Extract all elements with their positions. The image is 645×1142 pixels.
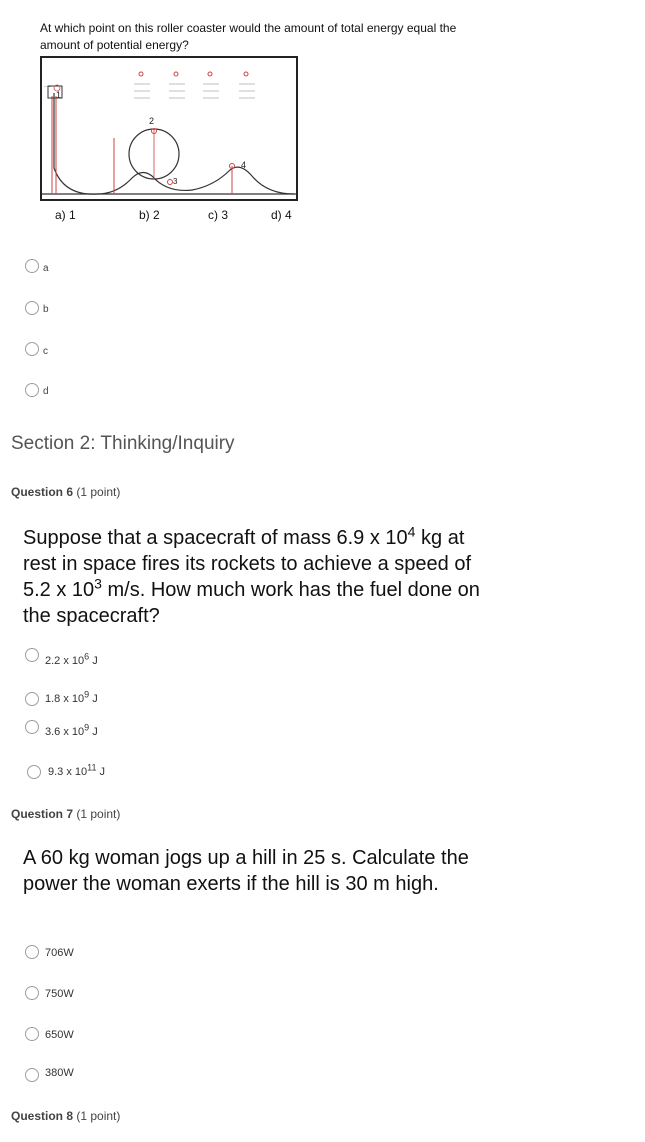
question-8-points: (1 point)	[76, 1109, 121, 1123]
q7-option-3-radio[interactable]	[25, 1027, 39, 1041]
question-7-points: (1 point)	[76, 807, 121, 821]
q7-option-1-radio[interactable]	[25, 945, 39, 959]
q5-option-b-label: b	[43, 304, 49, 315]
question-5-text: At which point on this roller coaster would the amount of total energy equal the amount of potential energy?	[40, 21, 457, 52]
q5-option-d-label: d	[43, 386, 49, 397]
question-6-header	[11, 485, 120, 499]
q6-option-1-radio[interactable]	[25, 648, 39, 662]
q5-option-a-radio[interactable]	[25, 259, 39, 273]
point-label-3: 3	[173, 177, 178, 186]
q6-option-4-label: 9.3 x $10^{11}$ J	[48, 762, 106, 778]
section-title: Section 2: Thinking/Inquiry	[11, 433, 235, 454]
question-8-label: Question 8	[11, 1109, 74, 1123]
q6-option-4-radio[interactable]	[27, 765, 41, 779]
q7-option-4-label: 380W	[45, 1067, 74, 1079]
choice-d-text: d) 4	[271, 208, 292, 222]
question-6-label: Question 6	[11, 485, 74, 499]
q5-option-c-label: c	[43, 346, 48, 357]
question-6-text: Suppose that a spacecraft of mass 6.9 x $10^4$ kg at rest in space fires its rockets to achieve a speed of 5.2 x $10^3$ m/s. How much work has the fuel done on the spacecraft?	[23, 523, 480, 627]
q7-option-3-label: 650W	[45, 1029, 74, 1041]
q5-option-a-label: a	[43, 263, 49, 274]
choice-c-text: c) 3	[208, 208, 229, 222]
q6-option-2-label: 1.8 x $10^9$ J	[45, 689, 98, 705]
q7-option-4-radio[interactable]	[25, 1068, 39, 1082]
q5-option-c-radio[interactable]	[25, 342, 39, 356]
question-6-points: (1 point)	[76, 485, 121, 499]
question-7-text: A 60 kg woman jogs up a hill in 25 s. Calculate the power the woman exerts if the hill is 30 m high.	[23, 847, 469, 895]
q5-option-b-radio[interactable]	[25, 301, 39, 315]
roller-coaster-diagram	[40, 56, 298, 201]
q6-option-3-radio[interactable]	[25, 720, 39, 734]
roller-coaster-illustration	[42, 58, 296, 199]
q6-option-2-radio[interactable]	[25, 692, 39, 706]
question-7-label: Question 7	[11, 807, 74, 821]
point-label-4: 4	[241, 160, 247, 170]
choice-a-text: a) 1	[55, 208, 76, 222]
choice-b-text: b) 2	[139, 208, 160, 222]
q7-option-2-label: 750W	[45, 988, 74, 1000]
q5-option-d-radio[interactable]	[25, 383, 39, 397]
q6-option-1-label: 2.2 x $10^6$ J	[45, 651, 98, 667]
q7-option-2-radio[interactable]	[25, 986, 39, 1000]
point-label-2: 2	[149, 116, 155, 126]
q7-option-1-label: 706W	[45, 947, 74, 959]
question-7-header	[11, 807, 120, 821]
point-label-1: 1	[56, 90, 62, 100]
q6-option-3-label: 3.6 x $10^9$ J	[45, 722, 98, 738]
question-8-header	[11, 1109, 120, 1123]
svg-text:~~~: ~~~	[44, 84, 52, 89]
